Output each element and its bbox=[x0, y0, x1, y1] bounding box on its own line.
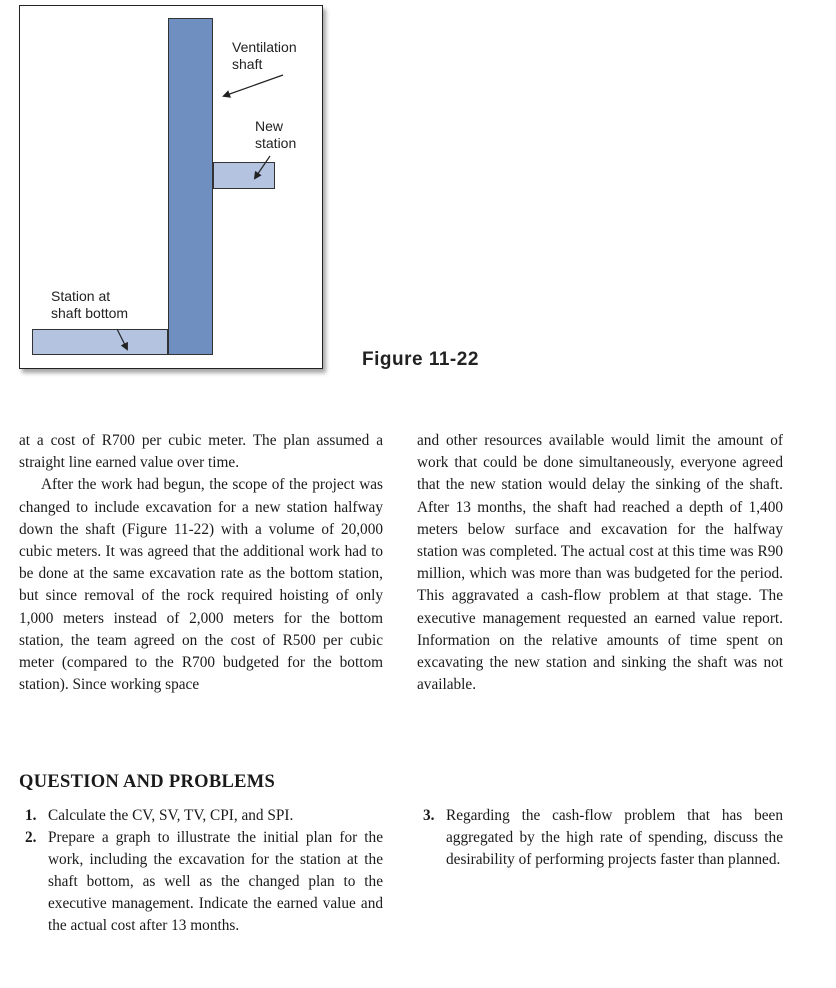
question-number: 2. bbox=[25, 829, 37, 846]
ventilation-shaft-label: Ventilation shaft bbox=[232, 39, 297, 72]
section-title: QUESTION AND PROBLEMS bbox=[19, 772, 276, 792]
paragraph: and other resources available would limit the amount of work that could be done simultaneously, everyone agreed that the new station would delay the sinking of the shaft. After 13 months, the shaft had reached a depth of 1,400 meters below surface and excavation for the halfway station was completed. The actual cost at this time was R90 million, which was more than was budgeted for the period. This aggravated a cash-flow problem at that stage. The executive management requested an earned value report. Information on the relative amounts of time spent on excavating the new station and sinking the shaft was not available. bbox=[417, 432, 783, 694]
bottom-station-shape bbox=[32, 329, 168, 355]
ventilation-shaft-shape bbox=[168, 18, 213, 355]
question-list-left bbox=[19, 805, 383, 937]
question-list-right bbox=[417, 805, 783, 871]
body-column-right bbox=[417, 430, 783, 696]
question-item bbox=[19, 827, 383, 937]
ventilation-arrow bbox=[224, 75, 283, 96]
new-station-shape bbox=[213, 162, 275, 189]
question-text: Regarding the cash-flow problem that has been aggregated by the high rate of spending, discuss the desirability of performing projects faster than planned. bbox=[446, 807, 783, 868]
paragraph: at a cost of R700 per cubic meter. The plan assumed a straight line earned value over time. bbox=[19, 432, 383, 472]
question-text: Calculate the CV, SV, TV, CPI, and SPI. bbox=[48, 807, 294, 824]
new-station-label: New station bbox=[255, 118, 297, 151]
question-number: 1. bbox=[25, 807, 37, 824]
question-item bbox=[417, 805, 783, 871]
body-column-left bbox=[19, 430, 383, 696]
figure-caption: Figure 11-22 bbox=[362, 349, 479, 370]
question-item bbox=[19, 805, 383, 827]
question-text: Prepare a graph to illustrate the initial plan for the work, including the excavation for the station at the shaft bottom, as well as the changed plan to the executive management. Indicate the earned value and the actual cost after 13 months. bbox=[48, 829, 383, 934]
figure-11-22 bbox=[19, 5, 323, 369]
bottom-station-label: Station at shaft bottom bbox=[51, 288, 129, 321]
question-number: 3. bbox=[423, 807, 435, 824]
paragraph: After the work had begun, the scope of the project was changed to include excavation for a new station halfway down the shaft (Figure 11-22) with a volume of 20,000 cubic meters. It was agreed that the additional work had to be done at the same excavation rate as the bottom station, but since removal of the rock required hoisting of only 1,000 meters instead of 2,000 meters for the bottom station, the team agreed on the cost of R500 per cubic meter (compared to the R700 budgeted for the bottom station). Since working space bbox=[19, 476, 383, 694]
